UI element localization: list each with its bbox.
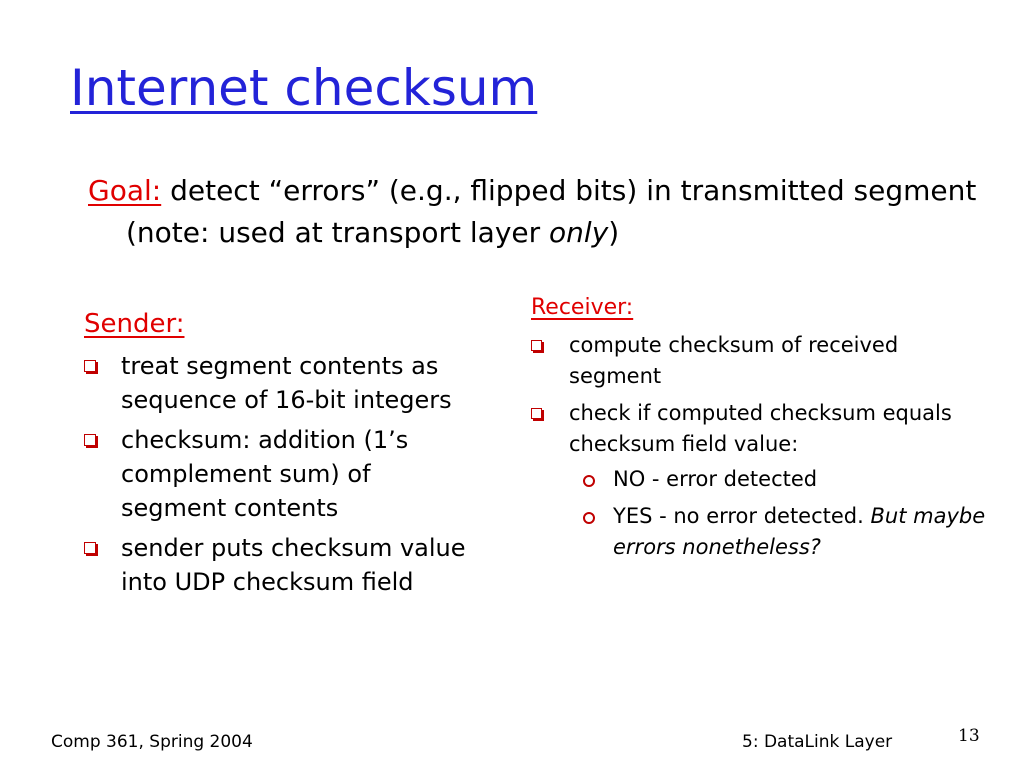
square-bullet-icon bbox=[84, 360, 96, 372]
goal-label: Goal: bbox=[88, 174, 162, 207]
subitem-emphasis: But maybe errors nonetheless? bbox=[613, 504, 986, 559]
list-item bbox=[84, 531, 474, 599]
receiver-item-text: check if computed checksum equals checksum field value: bbox=[569, 401, 952, 456]
sender-item-text: checksum: addition (1’s complement sum) of segment contents bbox=[121, 426, 409, 522]
receiver-column bbox=[531, 292, 991, 569]
receiver-list bbox=[531, 330, 991, 563]
square-bullet-icon bbox=[531, 408, 542, 419]
goal-text-end: ) bbox=[608, 216, 620, 249]
sender-column bbox=[84, 305, 474, 605]
list-item bbox=[531, 398, 991, 563]
square-bullet-icon bbox=[531, 340, 542, 351]
receiver-item-text: compute checksum of received segment bbox=[569, 333, 899, 388]
page-number: 13 bbox=[958, 726, 980, 746]
goal-statement bbox=[88, 170, 1024, 254]
sender-item-text: treat segment contents as sequence of 16-bit integers bbox=[121, 352, 452, 414]
sender-heading: Sender: bbox=[84, 309, 185, 339]
sender-item-text: sender puts checksum value into UDP checksum field bbox=[121, 534, 466, 596]
slide-title: Internet checksum bbox=[70, 59, 538, 117]
square-bullet-icon bbox=[84, 434, 96, 446]
receiver-heading: Receiver: bbox=[531, 295, 634, 320]
footer-chapter: 5: DataLink Layer bbox=[742, 732, 893, 752]
sub-list-item bbox=[569, 501, 991, 563]
sender-list bbox=[84, 349, 474, 599]
footer-course: Comp 361, Spring 2004 bbox=[51, 732, 253, 752]
goal-text: detect “errors” (e.g., flipped bits) in transmitted segment (note: used at transport layer bbox=[126, 174, 977, 249]
subitem-text: YES - no error detected. bbox=[613, 504, 871, 528]
circle-bullet-icon bbox=[583, 475, 595, 487]
list-item bbox=[84, 423, 474, 525]
sub-list-item bbox=[569, 464, 991, 495]
receiver-sublist bbox=[569, 464, 991, 563]
list-item bbox=[84, 349, 474, 417]
circle-bullet-icon bbox=[583, 512, 595, 524]
square-bullet-icon bbox=[84, 542, 96, 554]
goal-emphasis: only bbox=[549, 216, 609, 249]
list-item bbox=[531, 330, 991, 392]
subitem-text: NO - error detected bbox=[613, 467, 818, 491]
